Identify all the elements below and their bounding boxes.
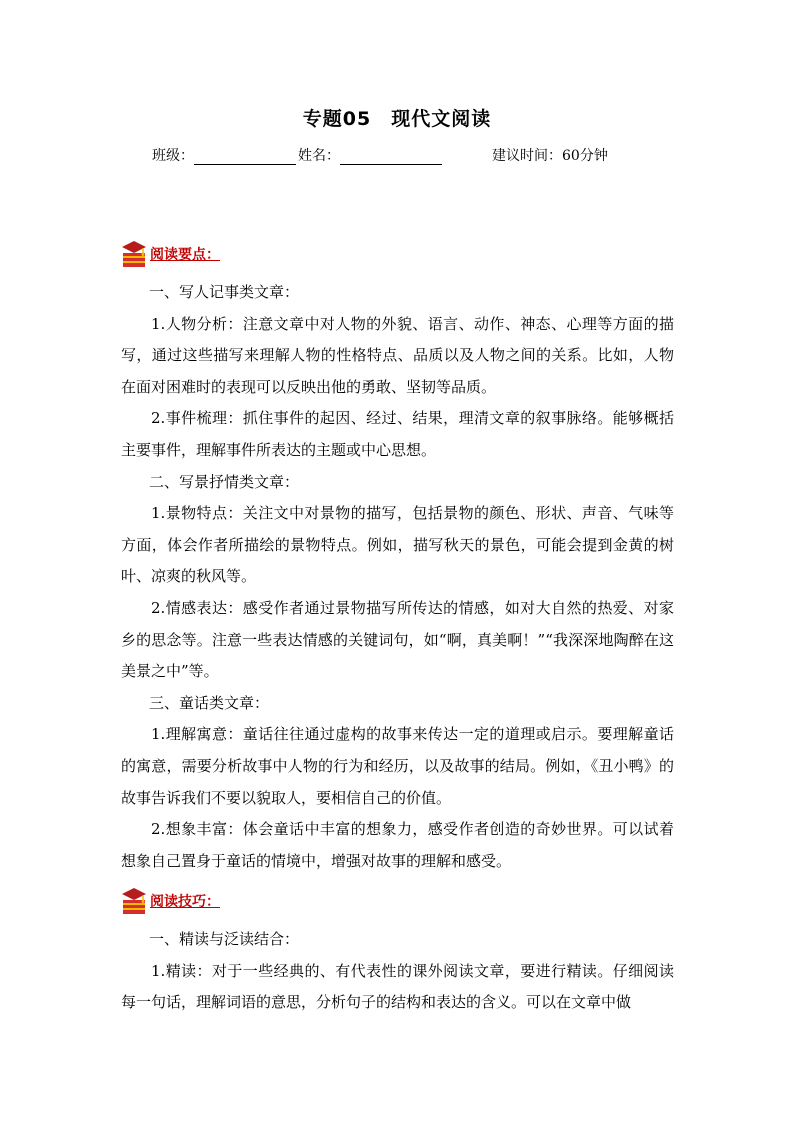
paragraph: 一、精读与泛读结合：	[149, 930, 300, 948]
section-label: 阅读要点：	[150, 247, 220, 263]
paragraph: 一、写人记事类文章：	[149, 283, 300, 301]
paragraph: 1.精读：对于一些经典的、有代表性的课外阅读文章，要进行精读。仔细阅读每一句话，理解词语的意思，分析句子的结构和表达的含义。可以在文章中做	[121, 961, 674, 1012]
section-heading-reading-skills	[121, 887, 220, 915]
paragraph: 三、童话类文章：	[149, 693, 270, 712]
paragraph: 1.理解寓意：童话往往通过虚构的故事来传达一定的道理或启示。要理解童话的寓意，需要分析故事中人物的行为和经历，以及故事的结局。例如，《丑小鸭》的故事告诉我们不要以貌取人，要相信自己的价值。	[121, 725, 674, 807]
section-heading-reading-points	[121, 240, 220, 268]
section-body-reading-skills	[121, 924, 674, 1019]
section-body-reading-points	[121, 277, 674, 877]
paragraph: 1.人物分析：注意文章中对人物的外貌、语言、动作、神态、心理等方面的描写，通过这些描写来理解人物的性格特点、品质以及人物之间的关系。比如，人物在面对困难时的表现可以反映出他的勇敢、坚韧等品质。	[121, 314, 674, 396]
paragraph: 二、写景抒情类文章：	[149, 472, 300, 491]
name-label: 姓名：	[298, 148, 340, 164]
book-stack-icon	[121, 887, 147, 915]
paragraph: 1.景物特点：关注文中对景物的描写，包括景物的颜色、形状、声音、气味等方面，体会作者所描绘的景物特点。例如，描写秋天的景色，可能会提到金黄的树叶、凉爽的秋风等。	[121, 504, 674, 586]
book-stack-icon	[121, 240, 147, 268]
class-label: 班级：	[152, 148, 194, 164]
page-title: 专题05 现代文阅读	[302, 108, 492, 130]
paragraph: 2.情感表达：感受作者通过景物描写所传达的情感，如对大自然的热爱、对家乡的思念等。注意一些表达情感的关键词句，如“啊，真美啊！”“我深深地陶醉在这美景之中”等。	[121, 598, 674, 681]
paragraph: 2.想象丰富：体会童话中丰富的想象力，感受作者创造的奇妙世界。可以试着想象自己置身于童话的情境中，增强对故事的理解和感受。	[121, 820, 674, 870]
section-label: 阅读技巧：	[150, 894, 220, 910]
class-blank[interactable]	[194, 148, 296, 165]
student-info-row	[152, 145, 608, 165]
name-blank[interactable]	[340, 148, 442, 165]
paragraph: 2.事件梳理：抓住事件的起因、经过、结果，理清文章的叙事脉络。能够概括主要事件，理解事件所表达的主题或中心思想。	[121, 409, 674, 459]
suggested-time: 建议时间：60分钟	[492, 148, 608, 164]
